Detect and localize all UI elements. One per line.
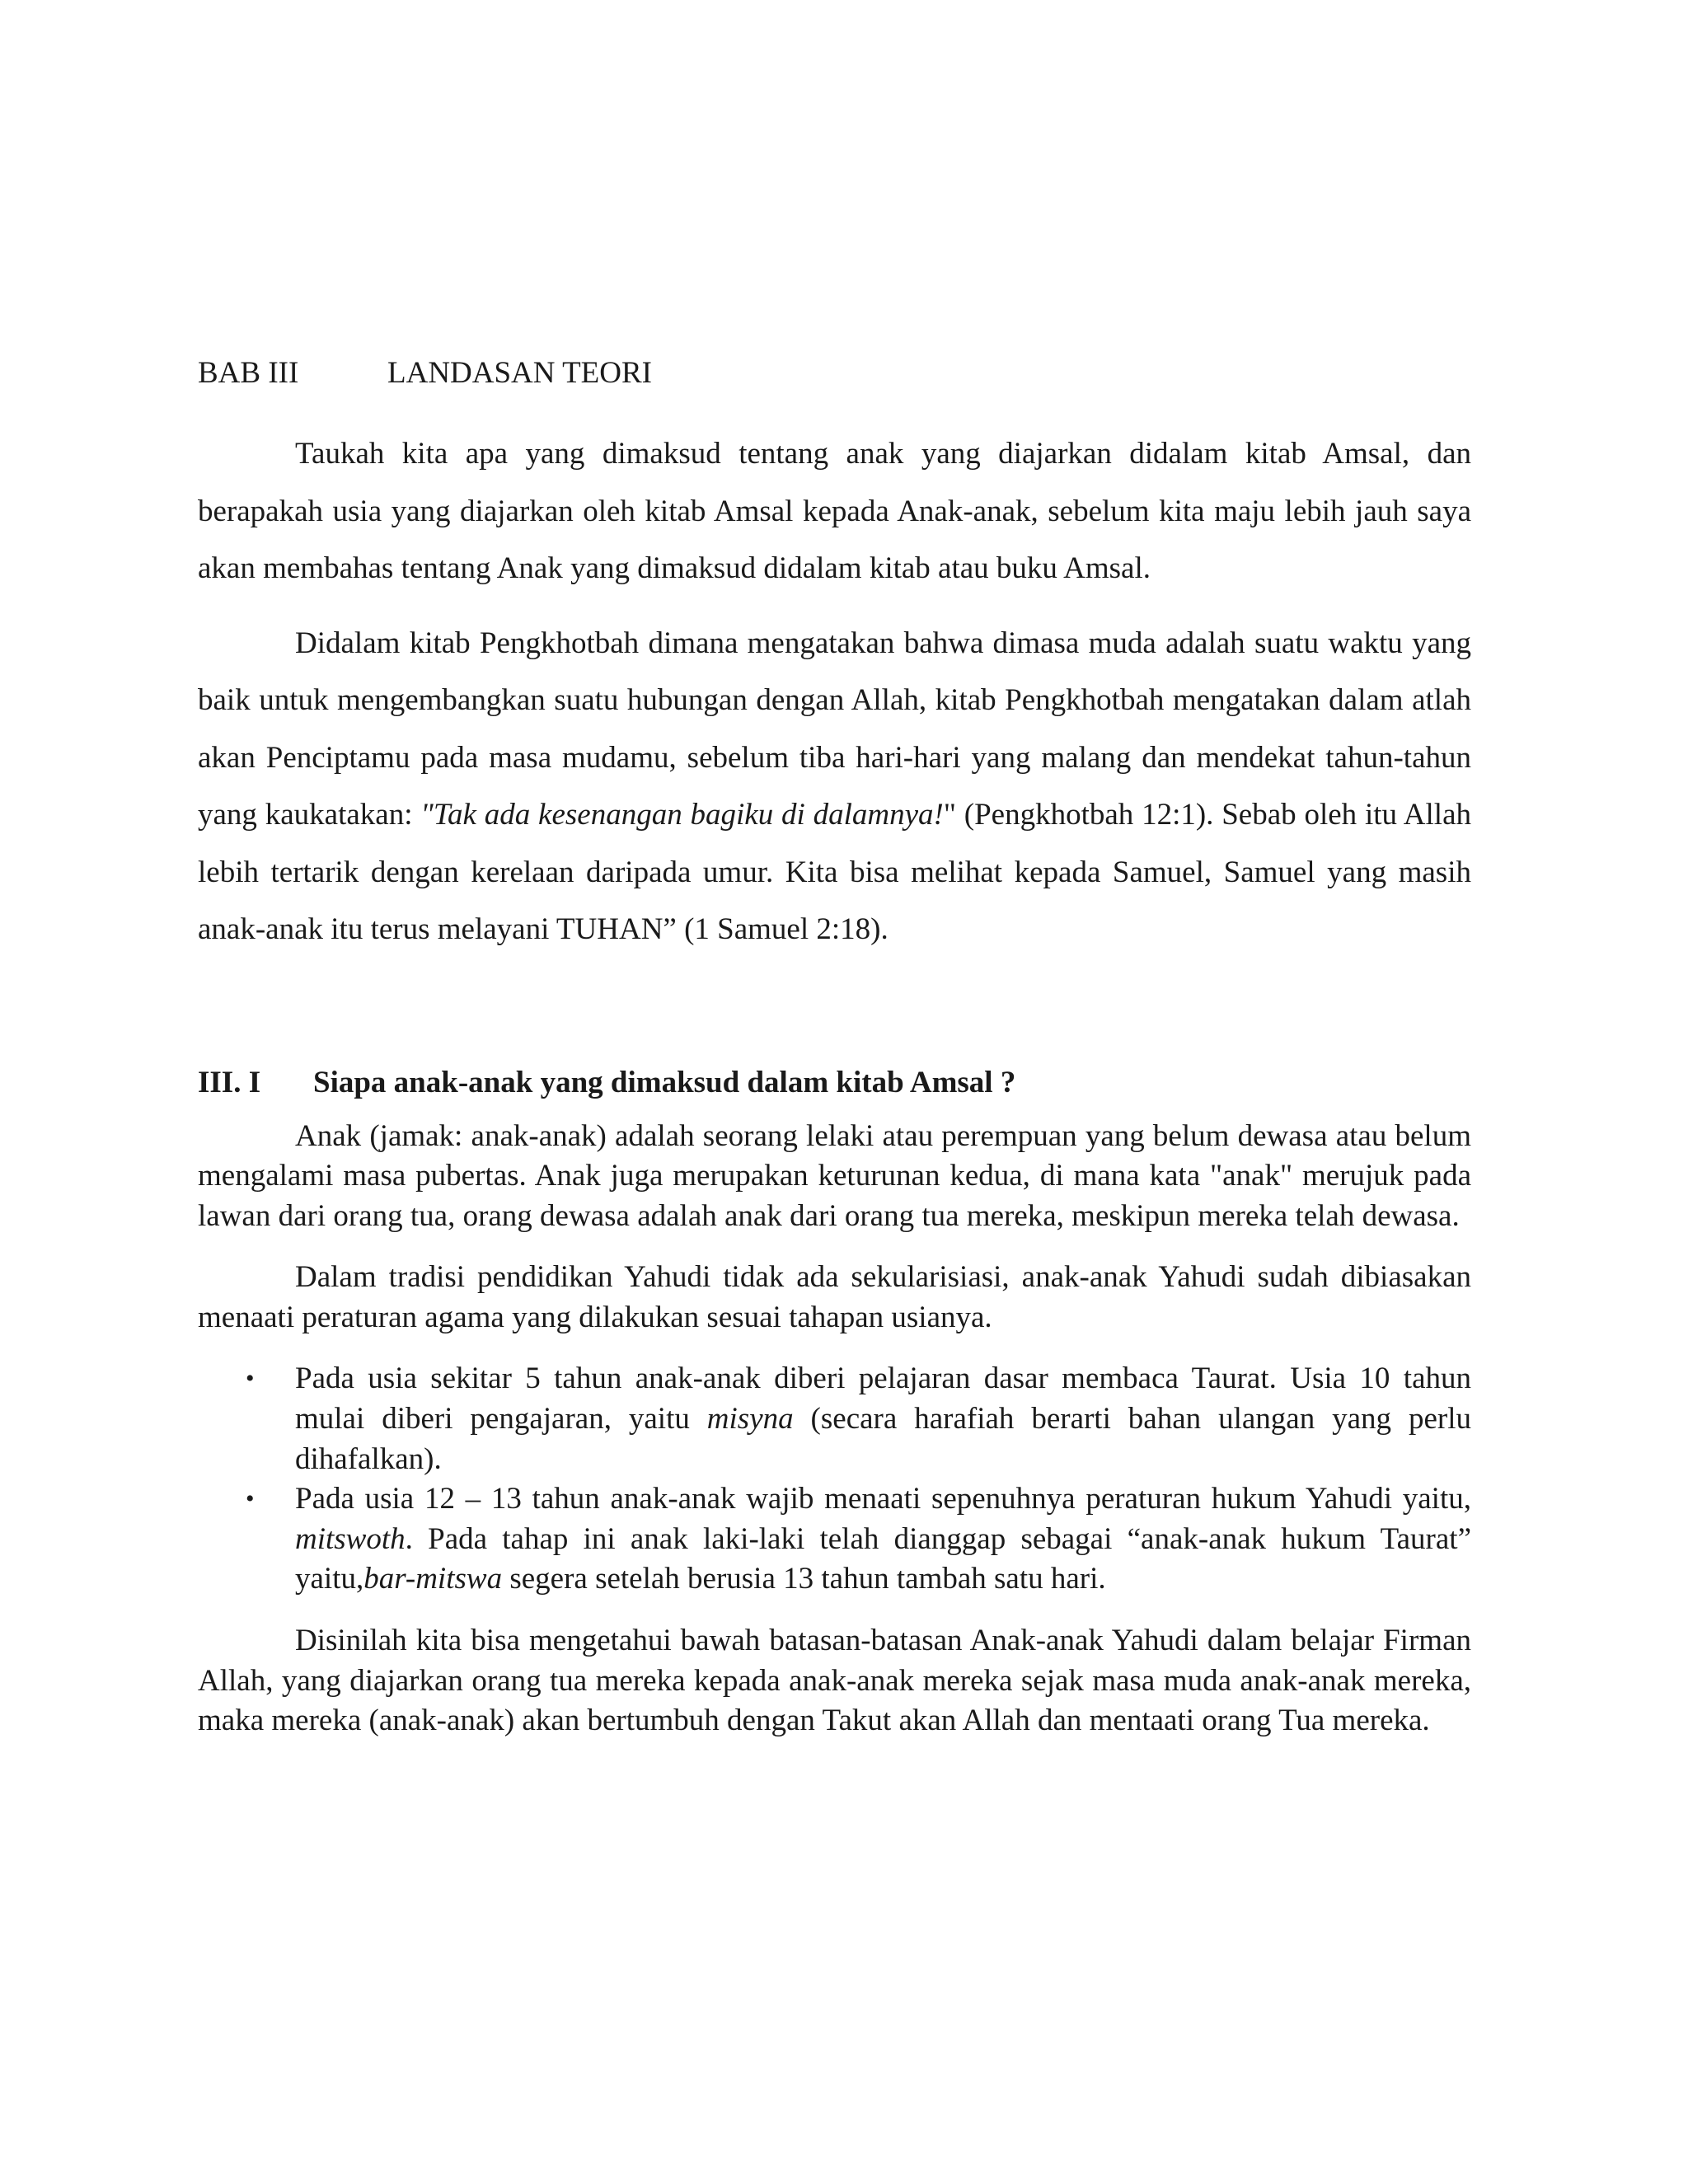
bullet-list	[198, 1359, 1471, 1600]
intro-paragraph-1	[198, 425, 1471, 598]
body-paragraph-1-text: Anak (jamak: anak-anak) adalah seorang lelaki atau perempuan yang belum dewasa atau belum mengalami masa pubertas. Anak juga merupakan keturunan kedua, di mana kata "anak" merujuk pada lawan dari orang tua, orang dewasa adalah anak dari orang tua mereka, meskipun mereka telah dewasa.	[198, 1118, 1471, 1233]
bullet-icon: •	[246, 1485, 255, 1513]
section-heading	[198, 1062, 1471, 1104]
chapter-title: LANDASAN TEORI	[387, 356, 653, 390]
list-item	[198, 1479, 1471, 1600]
list-item-text: Pada usia 12 – 13 tahun anak-anak wajib menaati sepenuhnya peraturan hukum Yahudi yaitu,	[295, 1482, 1471, 1516]
page-content	[198, 353, 1471, 1763]
list-item-term: misyna	[706, 1402, 794, 1436]
quote-text: "Tak ada kesenangan bagiku di dalamnya!	[420, 798, 944, 832]
list-item-text: Pada usia sekitar 5 tahun anak-anak diberi pelajaran dasar membaca Taurat. Usia 10 tahun mulai diberi pengajaran, yaitu	[295, 1361, 1471, 1436]
chapter-number: BAB III	[198, 356, 299, 390]
list-item-text: (secara harafiah berarti bahan ulangan yang perlu dihafalkan).	[295, 1402, 1471, 1476]
list-item-term: mitswoth	[295, 1521, 406, 1556]
list-item-term: bar-mitswa	[363, 1562, 503, 1596]
intro-paragraph-2-text: Didalam kitab Pengkhotbah dimana mengatakan bahwa dimasa muda adalah suatu waktu yang baik untuk mengembangkan suatu hubungan dengan Allah, kitab Pengkhotbah mengatakan dalam atlah akan Penciptamu pada masa mudamu, sebelum tiba hari-hari yang malang dan mendekat tahun-tahun yang kaukatakan:	[198, 626, 1471, 832]
list-item	[198, 1359, 1471, 1479]
body-paragraph-3	[198, 1621, 1471, 1741]
intro-paragraph-1-text: Taukah kita apa yang dimaksud tentang anak yang diajarkan didalam kitab Amsal, dan berapakah usia yang diajarkan oleh kitab Amsal kepada Anak-anak, sebelum kita maju lebih jauh saya akan membahas tentang Anak yang dimaksud didalam kitab atau buku Amsal.	[198, 437, 1471, 585]
intro-paragraph-2-text-end: " (Pengkhotbah 12:1). Sebab oleh itu Allah lebih tertarik dengan kerelaan daripada umur. Kita bisa melihat kepada Samuel, Samuel yang masih anak-anak itu terus melayani TUHAN” (1 Samuel 2:18).	[198, 798, 1471, 946]
body-paragraph-2	[198, 1258, 1471, 1338]
chapter-heading	[198, 353, 1471, 394]
intro-paragraph-2	[198, 615, 1471, 958]
list-item-text: segera setelah berusia 13 tahun tambah satu hari.	[502, 1562, 1106, 1596]
section-title: Siapa anak-anak yang dimaksud dalam kitab Amsal ?	[313, 1065, 1016, 1099]
list-item-text: . Pada tahap ini anak laki-laki telah dianggap sebagai “anak-anak hukum Taurat” yaitu,	[295, 1521, 1471, 1596]
body-paragraph-2-text: Dalam tradisi pendidikan Yahudi tidak ada sekularisiasi, anak-anak Yahudi sudah dibiasakan menaati peraturan agama yang dilakukan sesuai tahapan usianya.	[198, 1260, 1471, 1334]
bullet-icon: •	[246, 1365, 255, 1393]
body-paragraph-1	[198, 1117, 1471, 1237]
body-paragraph-3-text: Disinilah kita bisa mengetahui bawah batasan-batasan Anak-anak Yahudi dalam belajar Firman Allah, yang diajarkan orang tua mereka kepada anak-anak mereka sejak masa muda anak-anak mereka, maka mereka (anak-anak) akan bertumbuh dengan Takut akan Allah dan mentaati orang Tua mereka.	[198, 1624, 1471, 1738]
section-number: III. I	[198, 1065, 261, 1099]
